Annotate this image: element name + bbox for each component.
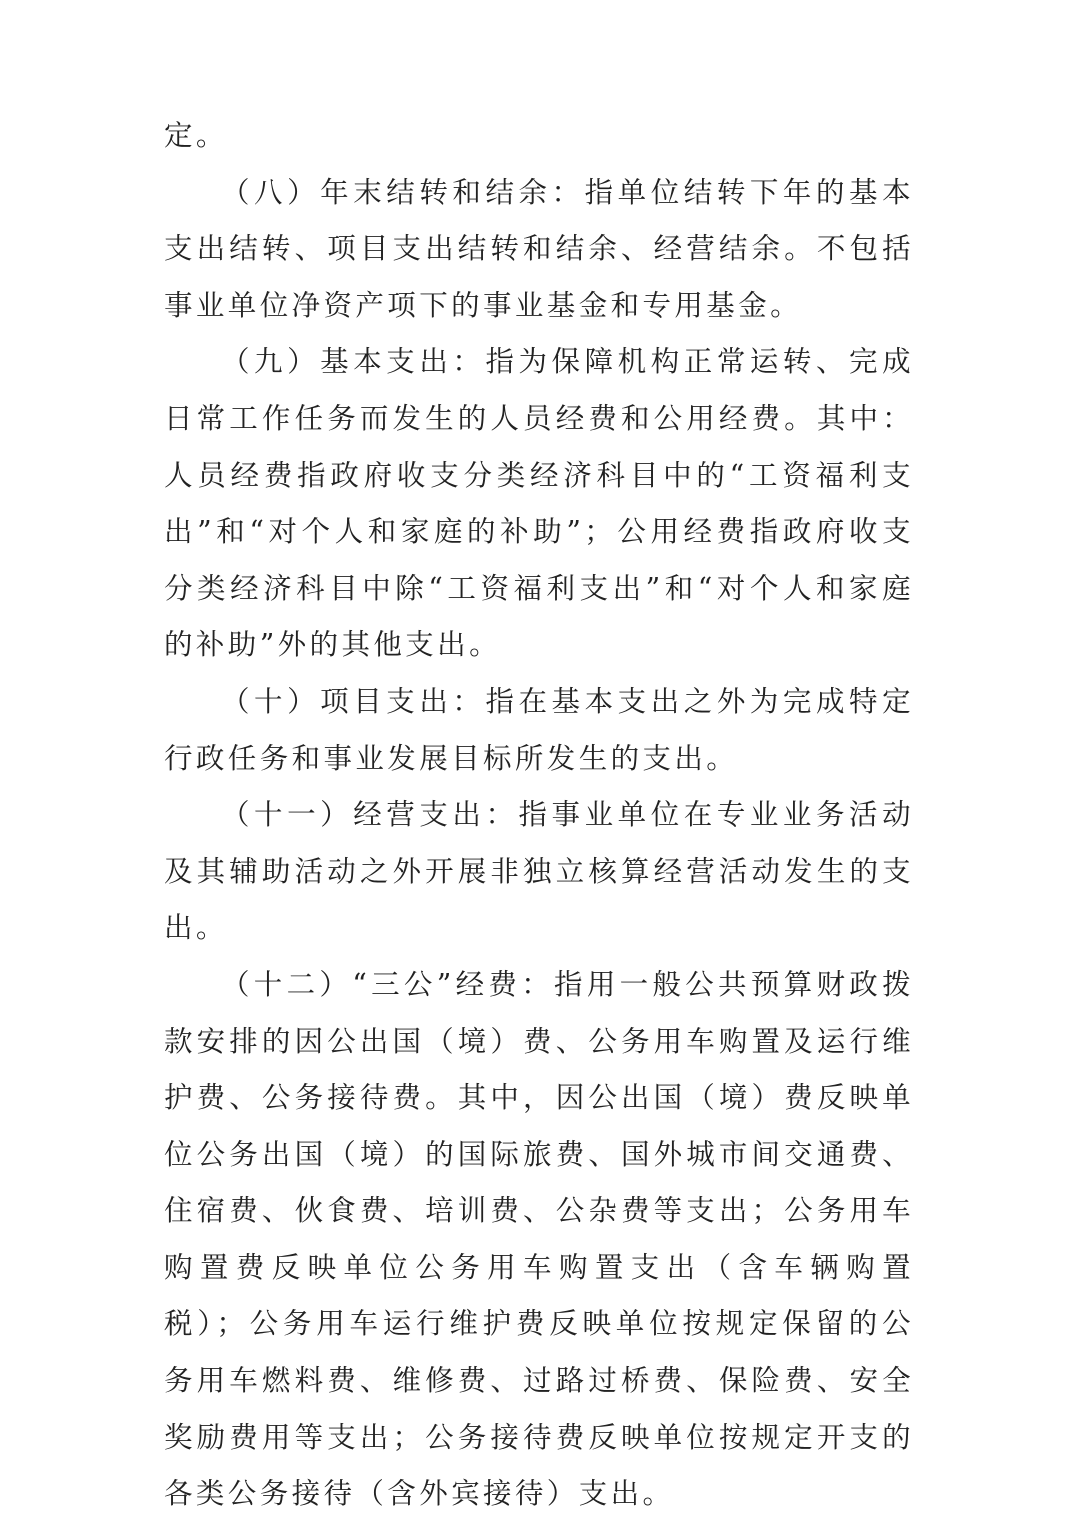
paragraph-basic-expenditure: （九）基本支出：指为保障机构正常运转、完成日常工作任务而发生的人员经费和公用经费。其中：人员经费指政府收支分类经济科目中的“工资福利支出”和“对个人和家庭的补助”；公用经费指政府收支分类经济科目中除“工资福利支出”和“对个人和家庭的补助”外的其他支出。: [164, 345, 914, 662]
paragraph-operating-expenditure: （十一）经营支出：指事业单位在专业业务活动及其辅助活动之外开展非独立核算经营活动发生的支出。: [164, 798, 914, 945]
paragraph-continuation: 定。: [164, 119, 228, 152]
paragraph-project-expenditure: （十）项目支出：指在基本支出之外为完成特定行政任务和事业发展目标所发生的支出。: [164, 684, 914, 775]
paragraph-year-end-balance: （八）年末结转和结余：指单位结转下年的基本支出结转、项目支出结转和结余、经营结余。不包括事业单位净资产项下的事业基金和专用基金。: [164, 175, 914, 322]
paragraph-three-public-expenses: （十二）“三公”经费：指用一般公共预算财政拨款安排的因公出国（境）费、公务用车购置及运行维护费、公务接待费。其中，因公出国（境）费反映单位公务出国（境）的国际旅费、国外城市间交通费、住宿费、伙食费、培训费、公杂费等支出；公务用车购置费反映单位公务用车购置支出（含车辆购置税）；公务用车运行维护费反映单位按规定保留的公务用车燃料费、维修费、过路过桥费、保险费、安全奖励费用等支出；公务接待费反映单位按规定开支的各类公务接待（含外宾接待）支出。: [164, 967, 914, 1511]
